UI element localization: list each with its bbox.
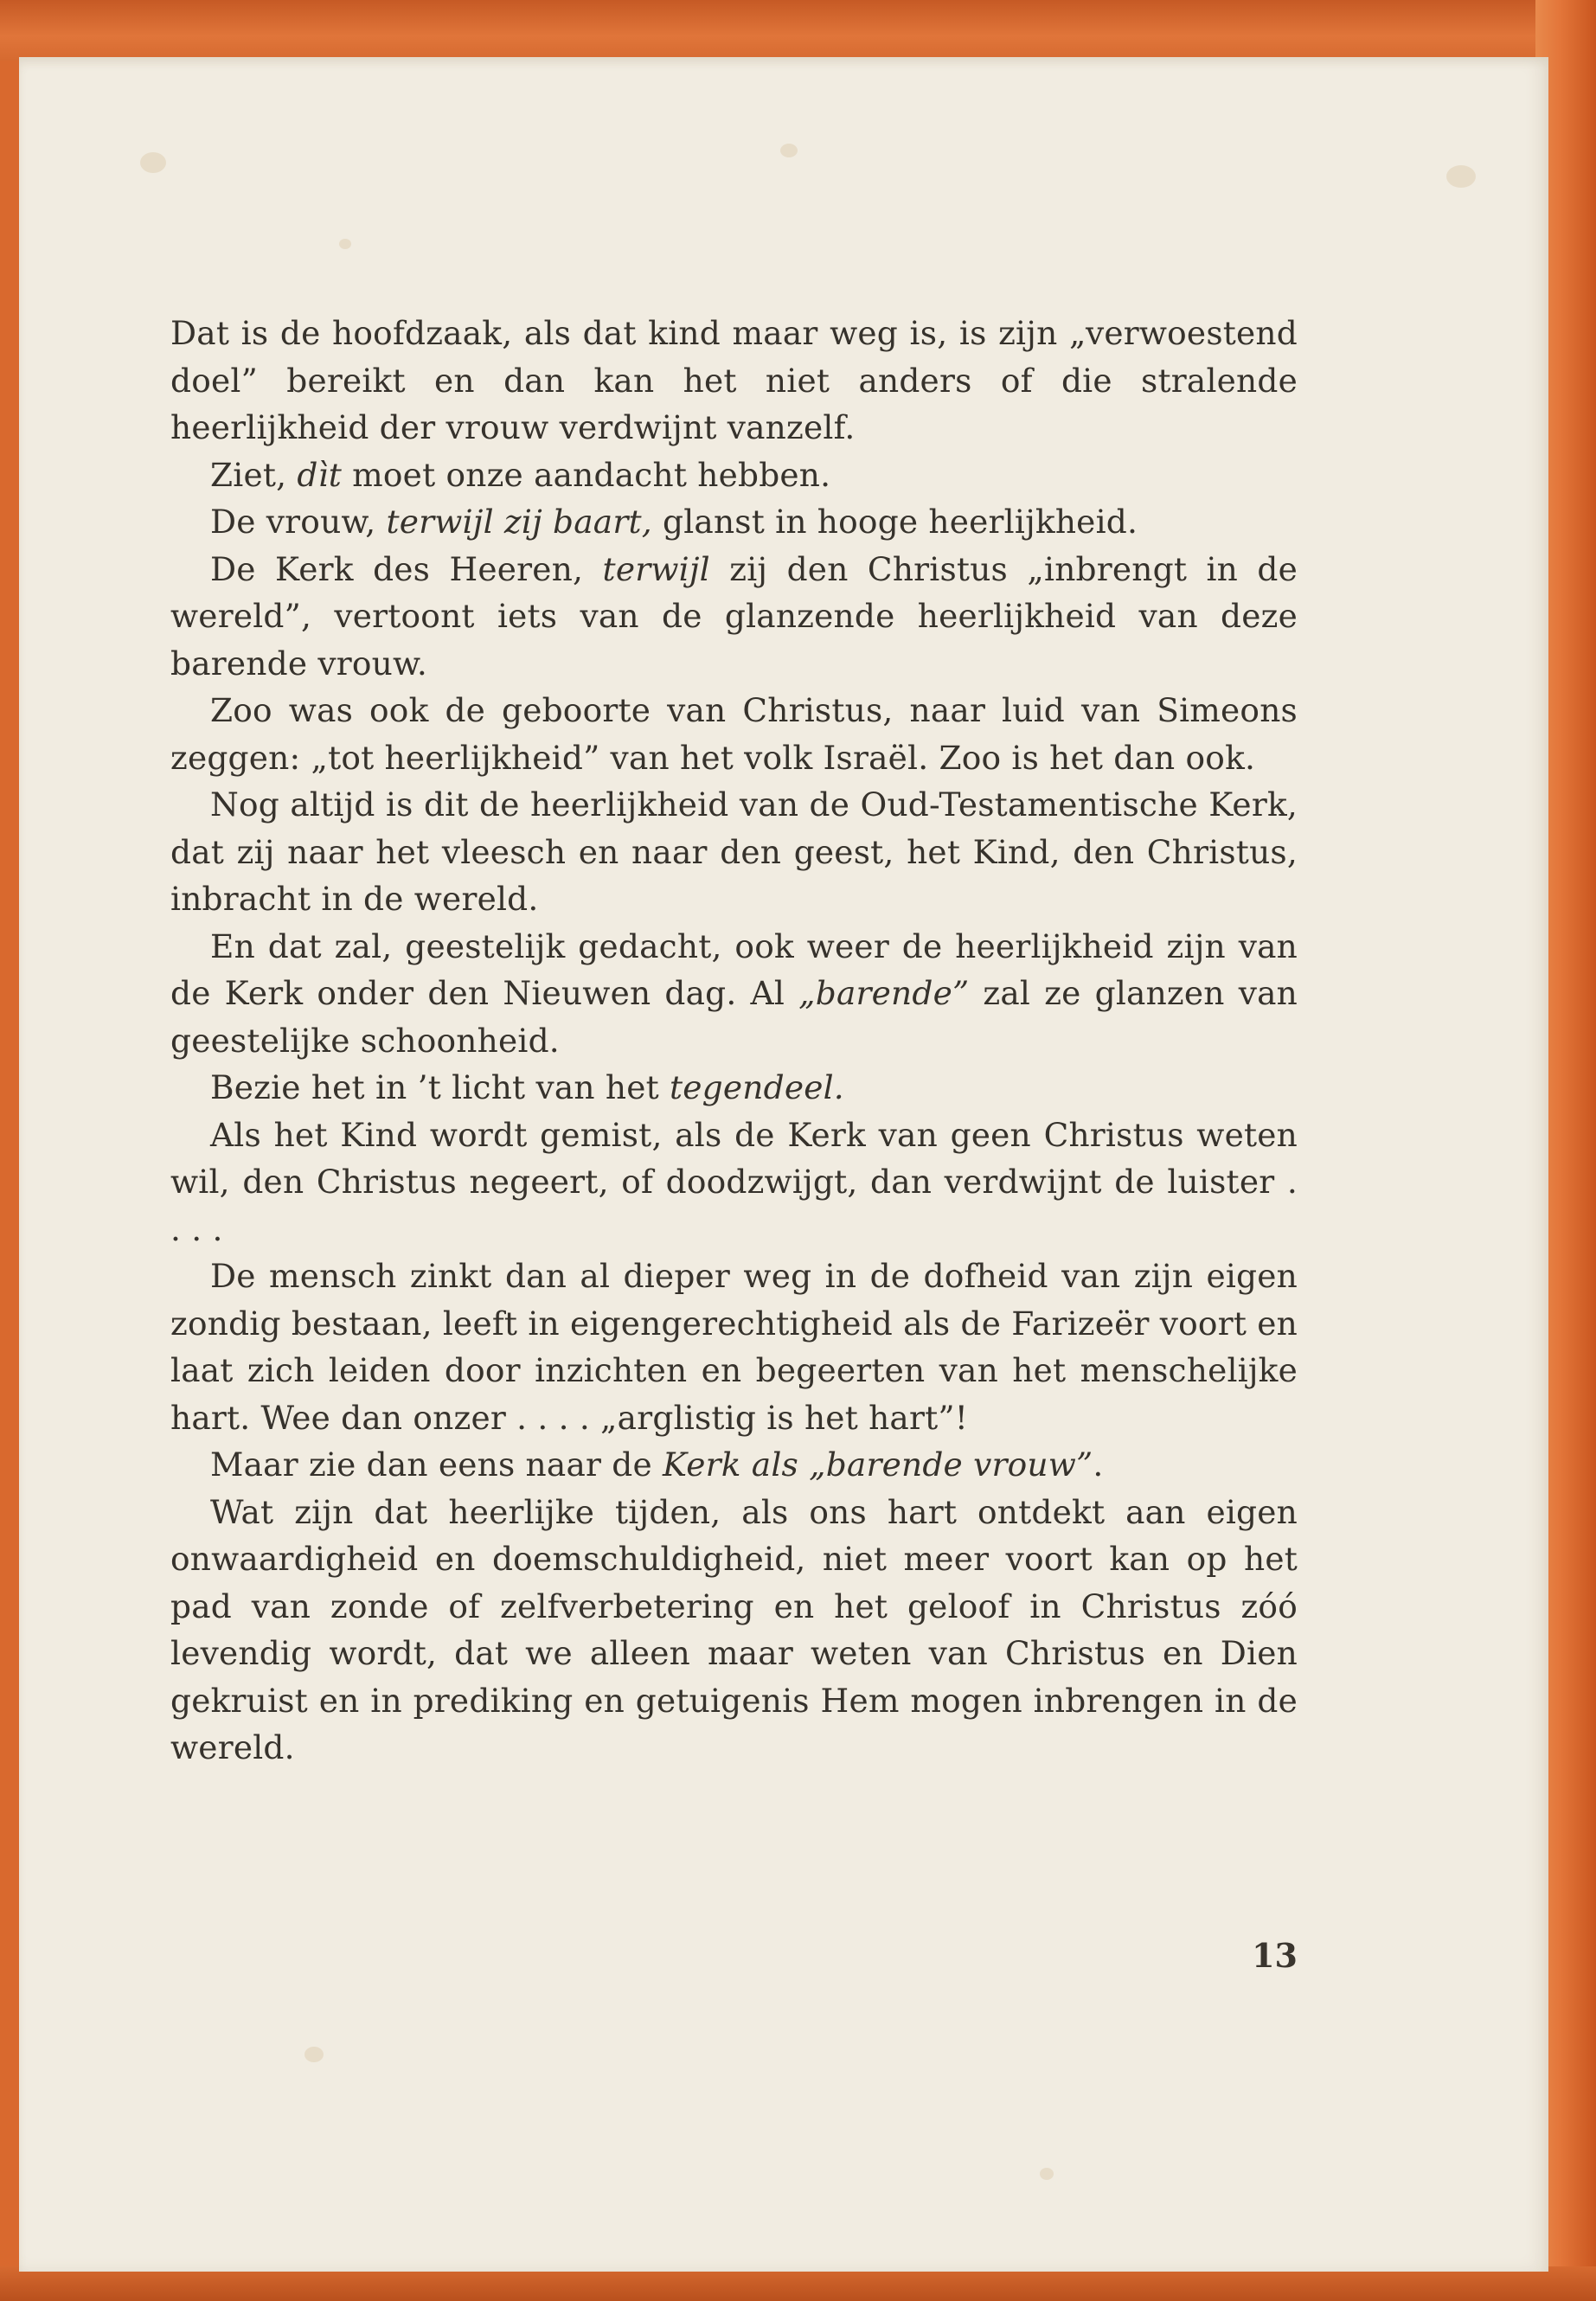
paragraph — [170, 498, 1298, 546]
text-segment: Nog altijd is dit de heerlijkheid van de Oud-Testamentische Kerk, dat zij naar het vleesch en naar den geest, het Kind, den Christus, inbracht in de wereld. — [170, 785, 1298, 918]
text-segment: De mensch zinkt dan al dieper weg in de dofheid van zijn eigen zondig bestaan, leeft in eigengerechtigheid als de Farizeër voort en laat zich leiden door inzichten en begeerten van het menschelijke hart. Wee dan onzer . . . . „arglistig is het hart”! — [170, 1257, 1298, 1437]
text-segment: . — [1093, 1445, 1104, 1484]
text-segment: Zoo was ook de geboorte van Christus, naar luid van Simeons zeggen: „tot heerlijkheid” van het volk Israël. Zoo is het dan ook. — [170, 691, 1298, 777]
book-cover-bottom-edge — [0, 2266, 1596, 2301]
text-segment: Als het Kind wordt gemist, als de Kerk van geen Christus weten wil, den Christus negeert, of doodzwijgt, dan verdwijnt de luister . . . . — [170, 1115, 1298, 1248]
italic-text: terwijl — [602, 549, 710, 588]
text-segment: En dat zal, geestelijk gedacht, ook weer de heerlijkheid zijn van de Kerk onder den Nieuwen dag. Al — [170, 926, 1298, 1012]
paper-stain — [140, 152, 166, 173]
text-segment: zal ze glanzen van geestelijke schoonheid. — [170, 974, 1298, 1060]
paragraph — [170, 923, 1298, 1065]
paper-stain — [304, 2047, 324, 2062]
paragraph — [170, 1253, 1298, 1441]
text-segment: Ziet, — [210, 455, 298, 494]
text-segment: zij den Christus „inbrengt in de wereld”, vertoont iets van de glanzende heerlijkheid van deze barende vrouw. — [170, 549, 1298, 683]
page-body-text — [170, 310, 1298, 1772]
text-segment: Bezie het in ’t licht van het — [210, 1068, 670, 1106]
book-cover-top-edge — [0, 0, 1596, 61]
paper-stain — [780, 144, 798, 157]
paragraph — [170, 687, 1298, 781]
text-segment: Maar zie dan eens naar de — [210, 1445, 663, 1484]
italic-text: terwijl zij baart, — [386, 503, 652, 541]
text-segment: Wat zijn dat heerlijke tijden, als ons hart ontdekt aan eigen onwaardigheid en doemschuldigheid, niet meer voort kan op het pad van zonde of zelfverbetering en het geloof in Christus zóó levendig wordt, dat we alleen maar weten van Christus en Dien gekruist en in prediking en getuigenis Hem mogen inbrengen in de wereld. — [170, 1492, 1298, 1766]
paper-stain — [1446, 165, 1476, 188]
paragraph — [170, 1112, 1298, 1253]
text-segment: glanst in hooge heerlijkheid. — [651, 503, 1138, 541]
paper-stain — [1040, 2168, 1054, 2180]
paragraph — [170, 452, 1298, 499]
paragraph — [170, 781, 1298, 923]
italic-text: Kerk als „barende vrouw” — [663, 1445, 1093, 1484]
page-number: 13 — [1252, 1936, 1298, 1975]
text-segment: Dat is de hoofdzaak, als dat kind maar weg is, is zijn „verwoestend doel” bereikt en dan kan het niet anders of die stralende heerlijkheid der vrouw verdwijnt vanzelf. — [170, 314, 1298, 446]
text-segment: De Kerk des Heeren, — [210, 549, 603, 588]
italic-text: „barende” — [798, 974, 970, 1012]
paragraph — [170, 310, 1298, 452]
italic-text: tegendeel. — [670, 1068, 844, 1106]
italic-text: dìt — [297, 455, 343, 494]
paragraph — [170, 1441, 1298, 1489]
paragraph — [170, 1064, 1298, 1112]
paragraph — [170, 1489, 1298, 1772]
paragraph — [170, 546, 1298, 688]
text-segment: moet onze aandacht hebben. — [342, 455, 831, 494]
text-segment: De vrouw, — [210, 503, 387, 541]
paper-stain — [339, 239, 351, 249]
book-page — [19, 57, 1548, 2272]
